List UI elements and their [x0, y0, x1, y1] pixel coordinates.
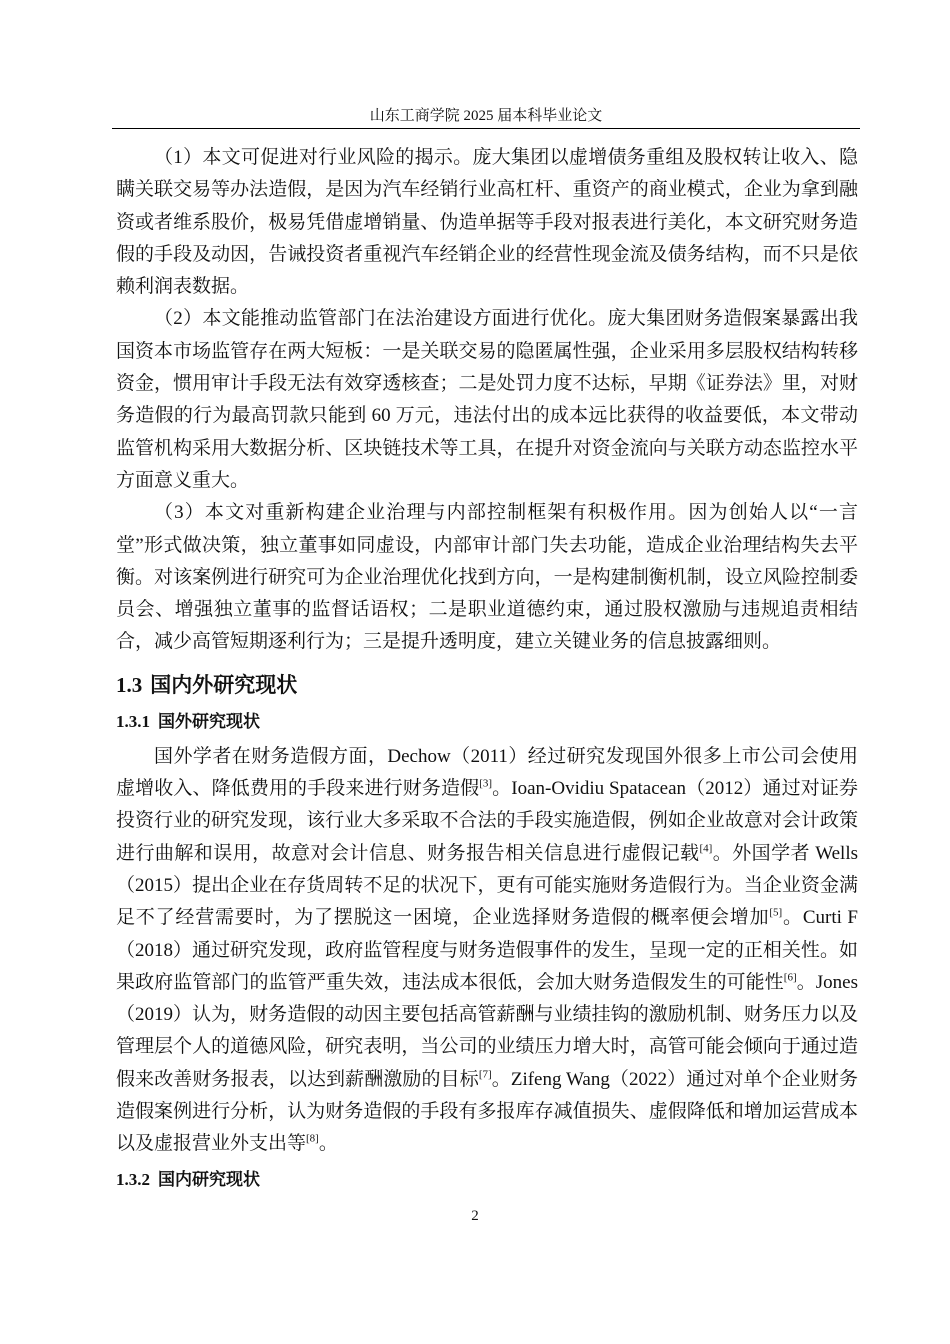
paragraph-significance-3: （3）本文对重新构建企业治理与内部控制框架有积极作用。因为创始人以“一言堂”形式做决策，独立董事如同虚设，内部审计部门失去功能，造成企业治理结构失去平衡。对该案例进行研究可为企业治理优化找到方向，一是构建制衡机制，设立风险控制委员会、增强独立董事的监督话语权；二是职业道德约束，通过股权激励与违规追责相结合，减少高管短期逐利行为；三是提升透明度，建立关键业务的信息披露细则。	[116, 502, 858, 653]
body-text	[116, 142, 858, 1199]
section-number: 1.3	[116, 672, 143, 697]
running-header: 山东工商学院 2025 届本科毕业论文	[369, 108, 603, 124]
text-segment: 。Zifeng Wang（2022）通过对单个企业财务造假案例进行分析，认为财务造假的手段有多报库存减值损失、虚假降低和增加运营成本以及虚报营业外支出等	[116, 1068, 858, 1155]
header-rule	[112, 128, 860, 129]
subsection-title: 国内研究现状	[158, 1169, 260, 1189]
citation-4: [4]	[699, 842, 713, 855]
text-segment: 。Curti F（2018）通过研究发现，政府监管程度与财务造假事件的发生，呈现一定的正相关性。如果政府监管部门的监管严重失效，违法成本很低，会加大财务造假发生的可能性	[116, 907, 858, 993]
paragraph-significance-1: （1）本文可促进对行业风险的揭示。庞大集团以虚增债务重组及股权转让收入、隐瞒关联交易等办法造假，是因为汽车经销行业高杠杆、重资产的商业模式，企业为拿到融资或者维系股价，极易凭借虚增销量、伪造单据等手段对报表进行美化，本文研究财务造假的手段及动因，告诫投资者重视汽车经销企业的经营性现金流及债务结构，而不只是依赖利润表数据。	[116, 147, 858, 298]
section-title: 国内外研究现状	[150, 672, 298, 697]
citation-6: [6]	[783, 971, 797, 984]
text-segment: 。	[318, 1133, 338, 1155]
subsection-number: 1.3.1	[116, 711, 150, 731]
paragraph-foreign-research	[116, 741, 858, 1161]
citation-8: [8]	[306, 1132, 319, 1145]
citation-7: [7]	[478, 1068, 492, 1081]
subsection-number: 1.3.2	[116, 1169, 150, 1189]
text-segment: 国外学者在财务造假方面，Dechow（2011）经过研究发现国外很多上市公司会使用虚增收入、降低费用的手段来进行财务造假	[116, 745, 858, 800]
citation-3: [3]	[479, 777, 493, 790]
page-number: 2	[471, 1208, 479, 1224]
text-segment: 。外国学者 Wells（2015）提出企业在存货周转不足的状况下，更有可能实施财务造假行为。当企业资金满足不了经营需要时，为了摆脱这一困境，企业选择财务造假的概率便会增加	[116, 842, 858, 929]
subsection-title: 国外研究现状	[158, 711, 260, 731]
citation-5: [5]	[769, 906, 783, 919]
text-segment: 。Ioan-Ovidiu Spatacean（2012）通过对证券投资行业的研究发现，该行业大多采取不合法的手段实施造假，例如企业故意对会计政策进行曲解和误用，故意对会计信息、财务报告相关信息进行虚假记载	[116, 778, 858, 864]
text-segment: 。Jones（2019）认为，财务造假的动因主要包括高管薪酬与业绩挂钩的激励机制、财务压力以及管理层个人的道德风险，研究表明，当公司的业绩压力增大时，高管可能会倾向于通过造假来改善财务报表，以达到薪酬激励的目标	[116, 971, 858, 1090]
subsection-heading-1-3-2	[116, 1165, 858, 1195]
subsection-heading-1-3-1	[116, 707, 858, 737]
section-heading-1-3	[116, 669, 858, 701]
paragraph-significance-2: （2）本文能推动监管部门在法治建设方面进行优化。庞大集团财务造假案暴露出我国资本市场监管存在两大短板：一是关联交易的隐匿属性强，企业采用多层股权结构转移资金，惯用审计手段无法有效穿透核查；二是处罚力度不达标，早期《证券法》里，对财务造假的行为最高罚款只能到 60 万元，违法付出的成本远比获得的收益要低，本文带动监管机构采用大数据分析、区块链技术等工具，在提升对资金流向与关联方动态监控水平方面意义重大。	[116, 308, 858, 491]
